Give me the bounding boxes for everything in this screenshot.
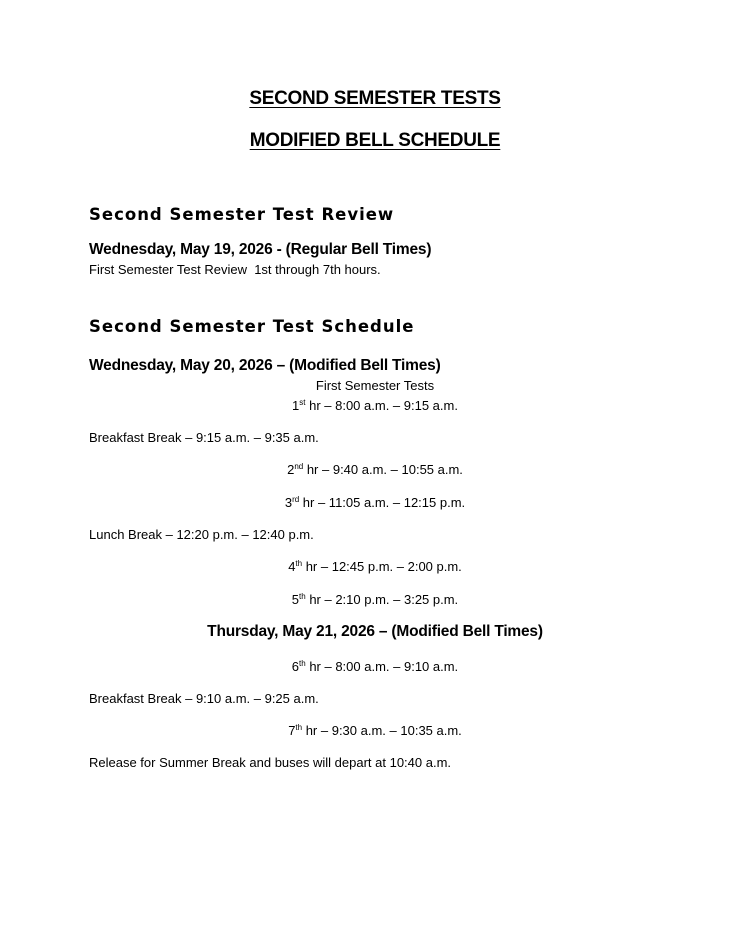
period-number: 2 — [287, 462, 295, 477]
period-ordinal: th — [295, 723, 303, 732]
period-7 — [0, 723, 750, 738]
page-subtitle: MODIFIED BELL SCHEDULE — [249, 130, 501, 151]
period-number: 4 — [288, 559, 296, 574]
period-times: hr – 9:40 a.m. – 10:55 a.m. — [303, 462, 463, 477]
period-ordinal: rd — [292, 495, 300, 504]
period-4 — [0, 559, 750, 574]
period-ordinal: nd — [294, 462, 304, 471]
period-number: 7 — [288, 723, 296, 738]
page-title: SECOND SEMESTER TESTS — [249, 88, 501, 109]
period-3 — [0, 495, 750, 510]
period-times: hr – 8:00 a.m. – 9:15 a.m. — [305, 398, 458, 413]
period-times: hr – 8:00 a.m. – 9:10 a.m. — [305, 659, 459, 674]
period-6 — [0, 659, 750, 674]
period-times: hr – 2:10 p.m. – 3:25 p.m. — [305, 592, 459, 607]
review-description: First Semester Test Review 1st through 7th hours. — [89, 262, 381, 277]
period-ordinal: th — [299, 592, 306, 601]
period-times: hr – 11:05 a.m. – 12:15 p.m. — [299, 495, 466, 510]
day1-subtitle: First Semester Tests — [315, 378, 435, 393]
review-section-heading: Second Semester Test Review — [89, 205, 395, 224]
period-number: 3 — [284, 495, 293, 510]
period-5 — [0, 592, 750, 607]
day1-breakfast-break: Breakfast Break – 9:15 a.m. – 9:35 a.m. — [89, 430, 319, 445]
period-ordinal: th — [299, 659, 306, 668]
period-ordinal: th — [295, 559, 303, 568]
period-number: 6 — [291, 659, 300, 674]
period-ordinal: st — [299, 398, 306, 407]
period-number: 1 — [292, 398, 300, 413]
schedule-section-heading: Second Semester Test Schedule — [89, 317, 415, 336]
lunch-break: Lunch Break – 12:20 p.m. – 12:40 p.m. — [89, 527, 314, 542]
release-note: Release for Summer Break and buses will depart at 10:40 a.m. — [89, 755, 452, 770]
period-number: 5 — [291, 592, 300, 607]
period-2 — [0, 462, 750, 477]
review-date: Wednesday, May 19, 2026 - (Regular Bell Times) — [89, 241, 432, 258]
day2-date: Thursday, May 21, 2026 – (Modified Bell Times) — [207, 623, 543, 640]
period-times: hr – 9:30 a.m. – 10:35 a.m. — [302, 723, 462, 738]
period-times: hr – 12:45 p.m. – 2:00 p.m. — [302, 559, 462, 574]
day1-date: Wednesday, May 20, 2026 – (Modified Bell Times) — [89, 357, 441, 374]
period-1 — [0, 398, 750, 413]
day2-breakfast-break: Breakfast Break – 9:10 a.m. – 9:25 a.m. — [89, 691, 319, 706]
